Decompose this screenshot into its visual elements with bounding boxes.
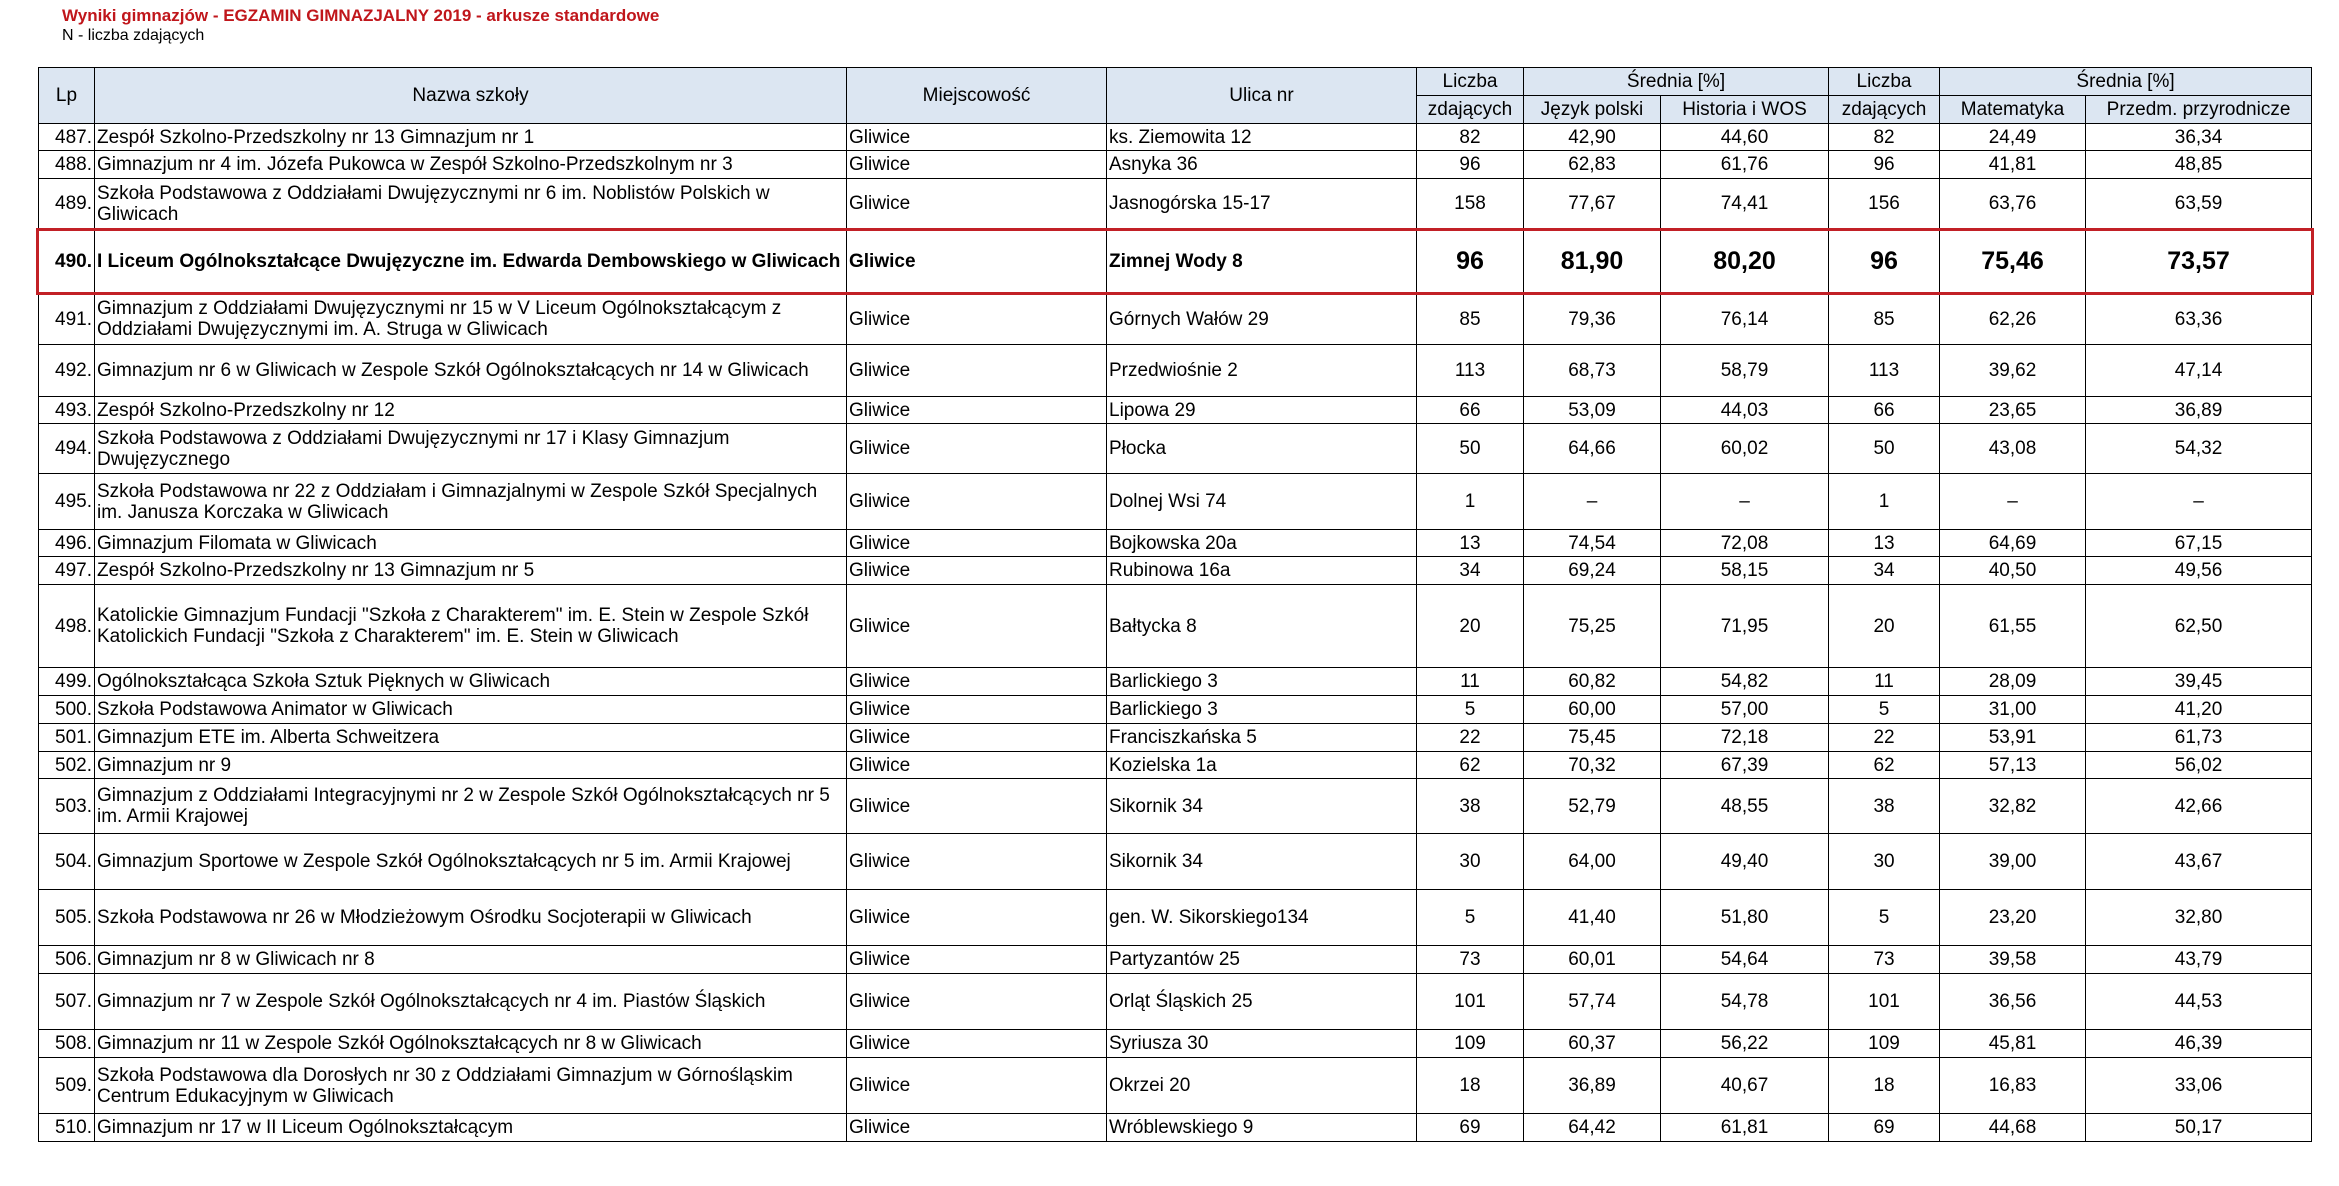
- cell-history: 61,81: [1661, 1114, 1829, 1142]
- cell-street: Okrzei 20: [1107, 1058, 1417, 1114]
- cell-street: Kozielska 1a: [1107, 752, 1417, 779]
- cell-street: Wróblewskiego 9: [1107, 1114, 1417, 1142]
- cell-street: Płocka: [1107, 424, 1417, 474]
- cell-city: Gliwice: [847, 1058, 1107, 1114]
- cell-polish: 68,73: [1524, 345, 1661, 397]
- cell-count2: 5: [1829, 890, 1940, 946]
- cell-science: 48,85: [2086, 151, 2312, 179]
- cell-lp: 498.: [39, 585, 95, 668]
- cell-polish: 42,90: [1524, 124, 1661, 151]
- cell-city: Gliwice: [847, 557, 1107, 585]
- table-row: [39, 424, 2312, 474]
- cell-history: 44,60: [1661, 124, 1829, 151]
- cell-polish: 52,79: [1524, 779, 1661, 834]
- table-row: [39, 1114, 2312, 1142]
- table-row: [39, 585, 2312, 668]
- cell-school-name: Gimnazjum nr 8 w Gliwicach nr 8: [95, 946, 847, 974]
- cell-city: Gliwice: [847, 179, 1107, 229]
- cell-count1: 66: [1417, 397, 1524, 424]
- document-subtitle: N - liczba zdających: [62, 27, 205, 44]
- header-school-name: Nazwa szkoły: [95, 68, 847, 124]
- cell-count2: 5: [1829, 696, 1940, 724]
- cell-count1: 62: [1417, 752, 1524, 779]
- table-row: [39, 668, 2312, 696]
- cell-history: 56,22: [1661, 1030, 1829, 1058]
- cell-history: 54,82: [1661, 668, 1829, 696]
- cell-lp: 504.: [39, 834, 95, 890]
- cell-school-name: Gimnazjum Sportowe w Zespole Szkół Ogólnokształcących nr 5 im. Armii Krajowej: [95, 834, 847, 890]
- cell-science: 36,89: [2086, 397, 2312, 424]
- header-count2-top: Liczba: [1829, 68, 1940, 96]
- cell-city: Gliwice: [847, 974, 1107, 1030]
- cell-science: 33,06: [2086, 1058, 2312, 1114]
- cell-polish: 64,00: [1524, 834, 1661, 890]
- table-row: [39, 557, 2312, 585]
- cell-count2: 62: [1829, 752, 1940, 779]
- cell-city: Gliwice: [847, 779, 1107, 834]
- cell-count1: 101: [1417, 974, 1524, 1030]
- cell-count1: 30: [1417, 834, 1524, 890]
- cell-science: 50,17: [2086, 1114, 2312, 1142]
- cell-street: Jasnogórska 15-17: [1107, 179, 1417, 229]
- table-row: [39, 834, 2312, 890]
- cell-count2: 13: [1829, 530, 1940, 557]
- cell-history: 71,95: [1661, 585, 1829, 668]
- cell-school-name: Zespół Szkolno-Przedszkolny nr 13 Gimnazjum nr 5: [95, 557, 847, 585]
- cell-school-name: Gimnazjum nr 7 w Zespole Szkół Ogólnokształcących nr 4 im. Piastów Śląskich: [95, 974, 847, 1030]
- cell-lp: 491.: [39, 294, 95, 345]
- cell-count1: 69: [1417, 1114, 1524, 1142]
- cell-lp: 489.: [39, 179, 95, 229]
- cell-math: 39,58: [1940, 946, 2086, 974]
- cell-lp: 487.: [39, 124, 95, 151]
- cell-science: 43,79: [2086, 946, 2312, 974]
- cell-lp: 496.: [39, 530, 95, 557]
- cell-school-name: Gimnazjum nr 17 w II Liceum Ogólnokształcącym: [95, 1114, 847, 1142]
- cell-count2: 18: [1829, 1058, 1940, 1114]
- cell-count2: 96: [1829, 151, 1940, 179]
- cell-math: 61,55: [1940, 585, 2086, 668]
- table-row: [39, 724, 2312, 752]
- cell-street: Asnyka 36: [1107, 151, 1417, 179]
- cell-city: Gliwice: [847, 424, 1107, 474]
- cell-math: 36,56: [1940, 974, 2086, 1030]
- table-row: [39, 124, 2312, 151]
- cell-school-name: Gimnazjum nr 11 w Zespole Szkół Ogólnokształcących nr 8 w Gliwicach: [95, 1030, 847, 1058]
- cell-history: 76,14: [1661, 294, 1829, 345]
- cell-street: Rubinowa 16a: [1107, 557, 1417, 585]
- cell-city: Gliwice: [847, 585, 1107, 668]
- header-history: Historia i WOS: [1661, 96, 1829, 124]
- cell-street: Bałtycka 8: [1107, 585, 1417, 668]
- cell-school-name: Gimnazjum nr 4 im. Józefa Pukowca w Zespół Szkolno-Przedszkolnym nr 3: [95, 151, 847, 179]
- cell-count2: 11: [1829, 668, 1940, 696]
- cell-count1: 158: [1417, 179, 1524, 229]
- cell-lp: 503.: [39, 779, 95, 834]
- cell-city: Gliwice: [847, 397, 1107, 424]
- table-row: [39, 151, 2312, 179]
- cell-science: –: [2086, 474, 2312, 530]
- header-count1-top: Liczba: [1417, 68, 1524, 96]
- cell-history: 67,39: [1661, 752, 1829, 779]
- cell-street: Orląt Śląskich 25: [1107, 974, 1417, 1030]
- cell-count2: 82: [1829, 124, 1940, 151]
- table-row: [39, 474, 2312, 530]
- cell-school-name: Szkoła Podstawowa dla Dorosłych nr 30 z Oddziałami Gimnazjum w Górnośląskim Centrum Edukacyjnym w Gliwicach: [95, 1058, 847, 1114]
- cell-school-name: Szkoła Podstawowa nr 26 w Młodzieżowym Ośrodku Socjoterapii w Gliwicach: [95, 890, 847, 946]
- cell-lp: 488.: [39, 151, 95, 179]
- cell-lp: 494.: [39, 424, 95, 474]
- header-science: Przedm. przyrodnicze: [2086, 96, 2312, 124]
- cell-science: 42,66: [2086, 779, 2312, 834]
- cell-city: Gliwice: [847, 696, 1107, 724]
- cell-street: gen. W. Sikorskiego134: [1107, 890, 1417, 946]
- cell-school-name: Gimnazjum z Oddziałami Dwujęzycznymi nr 15 w V Liceum Ogólnokształcącym z Oddziałami Dwujęzycznymi im. A. Struga w Gliwicach: [95, 294, 847, 345]
- cell-count1: 13: [1417, 530, 1524, 557]
- cell-school-name: Katolickie Gimnazjum Fundacji "Szkoła z Charakterem" im. E. Stein w Zespole Szkół Katolickich Fundacji "Szkoła z Charakterem" im. E. Stein w Gliwicach: [95, 585, 847, 668]
- table-row: [39, 530, 2312, 557]
- cell-math: 31,00: [1940, 696, 2086, 724]
- cell-math: 62,26: [1940, 294, 2086, 345]
- cell-count1: 96: [1417, 151, 1524, 179]
- cell-count2: 50: [1829, 424, 1940, 474]
- cell-science: 67,15: [2086, 530, 2312, 557]
- cell-math: 23,65: [1940, 397, 2086, 424]
- cell-count2: 20: [1829, 585, 1940, 668]
- cell-count2: 85: [1829, 294, 1940, 345]
- cell-count1: 22: [1417, 724, 1524, 752]
- cell-count2: 96: [1829, 229, 1940, 294]
- cell-lp: 507.: [39, 974, 95, 1030]
- cell-lp: 508.: [39, 1030, 95, 1058]
- cell-math: 28,09: [1940, 668, 2086, 696]
- cell-science: 54,32: [2086, 424, 2312, 474]
- cell-count2: 38: [1829, 779, 1940, 834]
- cell-count1: 82: [1417, 124, 1524, 151]
- table-row: [39, 946, 2312, 974]
- cell-street: Bojkowska 20a: [1107, 530, 1417, 557]
- cell-school-name: Szkoła Podstawowa z Oddziałami Dwujęzycznymi nr 17 i Klasy Gimnazjum Dwujęzycznego: [95, 424, 847, 474]
- cell-polish: 60,00: [1524, 696, 1661, 724]
- cell-science: 49,56: [2086, 557, 2312, 585]
- cell-street: Górnych Wałów 29: [1107, 294, 1417, 345]
- cell-street: Barlickiego 3: [1107, 668, 1417, 696]
- cell-polish: 64,42: [1524, 1114, 1661, 1142]
- cell-count1: 96: [1417, 229, 1524, 294]
- cell-polish: 60,82: [1524, 668, 1661, 696]
- cell-lp: 505.: [39, 890, 95, 946]
- cell-history: 54,64: [1661, 946, 1829, 974]
- cell-city: Gliwice: [847, 1114, 1107, 1142]
- cell-science: 56,02: [2086, 752, 2312, 779]
- cell-history: 51,80: [1661, 890, 1829, 946]
- cell-math: 43,08: [1940, 424, 2086, 474]
- cell-history: 61,76: [1661, 151, 1829, 179]
- cell-math: 44,68: [1940, 1114, 2086, 1142]
- cell-lp: 490.: [39, 229, 95, 294]
- cell-science: 61,73: [2086, 724, 2312, 752]
- cell-history: 74,41: [1661, 179, 1829, 229]
- cell-street: Franciszkańska 5: [1107, 724, 1417, 752]
- cell-math: 57,13: [1940, 752, 2086, 779]
- cell-count1: 109: [1417, 1030, 1524, 1058]
- cell-street: Partyzantów 25: [1107, 946, 1417, 974]
- cell-count1: 11: [1417, 668, 1524, 696]
- cell-polish: 77,67: [1524, 179, 1661, 229]
- table-row: [39, 779, 2312, 834]
- cell-school-name: Zespół Szkolno-Przedszkolny nr 13 Gimnazjum nr 1: [95, 124, 847, 151]
- cell-polish: 70,32: [1524, 752, 1661, 779]
- cell-lp: 510.: [39, 1114, 95, 1142]
- cell-lp: 501.: [39, 724, 95, 752]
- cell-math: 24,49: [1940, 124, 2086, 151]
- cell-history: 58,79: [1661, 345, 1829, 397]
- cell-street: Syriusza 30: [1107, 1030, 1417, 1058]
- cell-count1: 85: [1417, 294, 1524, 345]
- cell-lp: 506.: [39, 946, 95, 974]
- cell-count2: 30: [1829, 834, 1940, 890]
- cell-lp: 497.: [39, 557, 95, 585]
- table-row-highlighted: [39, 229, 2312, 294]
- cell-count2: 156: [1829, 179, 1940, 229]
- cell-city: Gliwice: [847, 668, 1107, 696]
- cell-school-name: Szkoła Podstawowa Animator w Gliwicach: [95, 696, 847, 724]
- cell-history: 40,67: [1661, 1058, 1829, 1114]
- table-row: [39, 179, 2312, 229]
- cell-school-name: Gimnazjum Filomata w Gliwicach: [95, 530, 847, 557]
- cell-polish: 74,54: [1524, 530, 1661, 557]
- cell-science: 46,39: [2086, 1030, 2312, 1058]
- header-count1-bottom: zdających: [1417, 96, 1524, 124]
- cell-polish: 36,89: [1524, 1058, 1661, 1114]
- cell-school-name: Ogólnokształcąca Szkoła Sztuk Pięknych w Gliwicach: [95, 668, 847, 696]
- cell-science: 36,34: [2086, 124, 2312, 151]
- cell-math: 45,81: [1940, 1030, 2086, 1058]
- table-row: [39, 1058, 2312, 1114]
- cell-street: Sikornik 34: [1107, 779, 1417, 834]
- cell-science: 63,36: [2086, 294, 2312, 345]
- cell-street: Przedwiośnie 2: [1107, 345, 1417, 397]
- cell-count2: 109: [1829, 1030, 1940, 1058]
- cell-city: Gliwice: [847, 890, 1107, 946]
- cell-lp: 493.: [39, 397, 95, 424]
- cell-math: 75,46: [1940, 229, 2086, 294]
- cell-city: Gliwice: [847, 946, 1107, 974]
- cell-count1: 5: [1417, 890, 1524, 946]
- cell-polish: 75,25: [1524, 585, 1661, 668]
- cell-math: 41,81: [1940, 151, 2086, 179]
- cell-count1: 38: [1417, 779, 1524, 834]
- cell-city: Gliwice: [847, 345, 1107, 397]
- cell-math: 16,83: [1940, 1058, 2086, 1114]
- cell-polish: 75,45: [1524, 724, 1661, 752]
- cell-count2: 66: [1829, 397, 1940, 424]
- cell-polish: 64,66: [1524, 424, 1661, 474]
- cell-city: Gliwice: [847, 530, 1107, 557]
- header-count2-bottom: zdających: [1829, 96, 1940, 124]
- cell-count2: 101: [1829, 974, 1940, 1030]
- table-row: [39, 1030, 2312, 1058]
- table-row: [39, 397, 2312, 424]
- cell-history: 72,08: [1661, 530, 1829, 557]
- cell-polish: 81,90: [1524, 229, 1661, 294]
- cell-city: Gliwice: [847, 474, 1107, 530]
- cell-school-name: Gimnazjum nr 9: [95, 752, 847, 779]
- cell-math: –: [1940, 474, 2086, 530]
- cell-street: Sikornik 34: [1107, 834, 1417, 890]
- cell-math: 63,76: [1940, 179, 2086, 229]
- table-row: [39, 752, 2312, 779]
- cell-count2: 1: [1829, 474, 1940, 530]
- table-header: [39, 68, 2312, 124]
- cell-count1: 113: [1417, 345, 1524, 397]
- cell-history: 49,40: [1661, 834, 1829, 890]
- table-row: [39, 696, 2312, 724]
- cell-count1: 18: [1417, 1058, 1524, 1114]
- cell-count2: 73: [1829, 946, 1940, 974]
- cell-science: 39,45: [2086, 668, 2312, 696]
- cell-lp: 502.: [39, 752, 95, 779]
- cell-count1: 34: [1417, 557, 1524, 585]
- cell-street: Zimnej Wody 8: [1107, 229, 1417, 294]
- cell-city: Gliwice: [847, 294, 1107, 345]
- cell-school-name: Gimnazjum nr 6 w Gliwicach w Zespole Szkół Ogólnokształcących nr 14 w Gliwicach: [95, 345, 847, 397]
- cell-count1: 20: [1417, 585, 1524, 668]
- cell-city: Gliwice: [847, 151, 1107, 179]
- cell-polish: 41,40: [1524, 890, 1661, 946]
- cell-math: 40,50: [1940, 557, 2086, 585]
- cell-polish: 57,74: [1524, 974, 1661, 1030]
- table-row: [39, 974, 2312, 1030]
- header-polish: Język polski: [1524, 96, 1661, 124]
- cell-science: 41,20: [2086, 696, 2312, 724]
- cell-polish: 60,37: [1524, 1030, 1661, 1058]
- cell-science: 62,50: [2086, 585, 2312, 668]
- cell-street: Lipowa 29: [1107, 397, 1417, 424]
- cell-lp: 500.: [39, 696, 95, 724]
- cell-science: 73,57: [2086, 229, 2312, 294]
- cell-city: Gliwice: [847, 724, 1107, 752]
- cell-city: Gliwice: [847, 834, 1107, 890]
- cell-school-name: I Liceum Ogólnokształcące Dwujęzyczne im. Edwarda Dembowskiego w Gliwicach: [95, 229, 847, 294]
- cell-street: Barlickiego 3: [1107, 696, 1417, 724]
- cell-lp: 509.: [39, 1058, 95, 1114]
- cell-count2: 113: [1829, 345, 1940, 397]
- cell-polish: –: [1524, 474, 1661, 530]
- cell-street: Dolnej Wsi 74: [1107, 474, 1417, 530]
- table-row: [39, 890, 2312, 946]
- cell-math: 32,82: [1940, 779, 2086, 834]
- cell-school-name: Gimnazjum z Oddziałami Integracyjnymi nr 2 w Zespole Szkół Ogólnokształcących nr 5 im. Armii Krajowej: [95, 779, 847, 834]
- cell-lp: 492.: [39, 345, 95, 397]
- header-lp: Lp: [39, 68, 95, 124]
- cell-science: 47,14: [2086, 345, 2312, 397]
- cell-count1: 1: [1417, 474, 1524, 530]
- cell-lp: 495.: [39, 474, 95, 530]
- cell-math: 64,69: [1940, 530, 2086, 557]
- cell-school-name: Zespół Szkolno-Przedszkolny nr 12: [95, 397, 847, 424]
- cell-city: Gliwice: [847, 752, 1107, 779]
- header-math: Matematyka: [1940, 96, 2086, 124]
- cell-city: Gliwice: [847, 124, 1107, 151]
- cell-polish: 62,83: [1524, 151, 1661, 179]
- cell-city: Gliwice: [847, 1030, 1107, 1058]
- cell-polish: 53,09: [1524, 397, 1661, 424]
- cell-science: 44,53: [2086, 974, 2312, 1030]
- table-body: [39, 124, 2312, 1142]
- cell-history: 57,00: [1661, 696, 1829, 724]
- header-avg2: Średnia [%]: [1940, 68, 2312, 96]
- cell-science: 63,59: [2086, 179, 2312, 229]
- cell-count2: 22: [1829, 724, 1940, 752]
- cell-history: 48,55: [1661, 779, 1829, 834]
- results-table: [38, 67, 2312, 1142]
- cell-history: 44,03: [1661, 397, 1829, 424]
- cell-polish: 79,36: [1524, 294, 1661, 345]
- cell-polish: 69,24: [1524, 557, 1661, 585]
- cell-history: 58,15: [1661, 557, 1829, 585]
- table-row: [39, 345, 2312, 397]
- cell-street: ks. Ziemowita 12: [1107, 124, 1417, 151]
- cell-history: –: [1661, 474, 1829, 530]
- cell-polish: 60,01: [1524, 946, 1661, 974]
- header-city: Miejscowość: [847, 68, 1107, 124]
- cell-math: 39,00: [1940, 834, 2086, 890]
- cell-math: 53,91: [1940, 724, 2086, 752]
- cell-count1: 50: [1417, 424, 1524, 474]
- table-row: [39, 294, 2312, 345]
- cell-math: 39,62: [1940, 345, 2086, 397]
- cell-school-name: Szkoła Podstawowa z Oddziałami Dwujęzycznymi nr 6 im. Noblistów Polskich w Gliwicach: [95, 179, 847, 229]
- header-avg1: Średnia [%]: [1524, 68, 1829, 96]
- cell-count1: 5: [1417, 696, 1524, 724]
- cell-count2: 34: [1829, 557, 1940, 585]
- cell-count1: 73: [1417, 946, 1524, 974]
- cell-count2: 69: [1829, 1114, 1940, 1142]
- cell-history: 60,02: [1661, 424, 1829, 474]
- cell-science: 43,67: [2086, 834, 2312, 890]
- cell-science: 32,80: [2086, 890, 2312, 946]
- cell-school-name: Gimnazjum ETE im. Alberta Schweitzera: [95, 724, 847, 752]
- cell-school-name: Szkoła Podstawowa nr 22 z Oddziałam i Gimnazjalnymi w Zespole Szkół Specjalnych im. Janusza Korczaka w Gliwicach: [95, 474, 847, 530]
- cell-lp: 499.: [39, 668, 95, 696]
- cell-history: 80,20: [1661, 229, 1829, 294]
- document-title: Wyniki gimnazjów - EGZAMIN GIMNAZJALNY 2019 - arkusze standardowe: [62, 6, 660, 25]
- cell-history: 72,18: [1661, 724, 1829, 752]
- cell-math: 23,20: [1940, 890, 2086, 946]
- header-street: Ulica nr: [1107, 68, 1417, 124]
- cell-city: Gliwice: [847, 229, 1107, 294]
- cell-history: 54,78: [1661, 974, 1829, 1030]
